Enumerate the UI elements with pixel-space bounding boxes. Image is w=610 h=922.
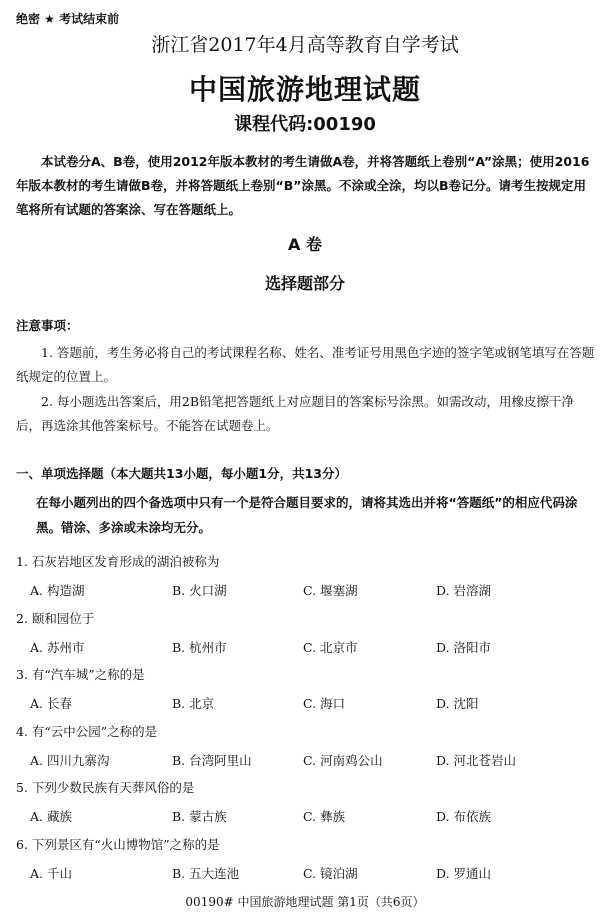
exam-title: 浙江省2017年4月高等教育自学考试 (151, 34, 459, 56)
option-a: A. 千山 (30, 866, 72, 881)
option-c: C. 河南鸡公山 (303, 753, 383, 768)
question-stem: 2. 颐和园位于 (16, 611, 95, 626)
part-title: 选择题部分 (264, 274, 345, 293)
volume-label: A 卷 (288, 235, 322, 254)
option-c: C. 彝族 (303, 809, 346, 824)
confidential-label: 绝密 ★ 考试结束前 (16, 12, 120, 26)
option-b: B. 蒙古族 (172, 809, 227, 824)
option-a: A. 长春 (30, 696, 72, 711)
question-stem: 6. 下列景区有“火山博物馆”之称的是 (16, 837, 220, 852)
option-b: B. 五大连池 (172, 866, 240, 881)
note-item: 1. 答题前，考生务必将自己的考试课程名称、姓名、准考证号用黑色字迹的签字笔或钢笔填写在答题纸规定的位置上。 (16, 345, 595, 384)
option-c: C. 堰塞湖 (303, 583, 358, 598)
question-stem: 1. 石灰岩地区发育形成的湖泊被称为 (16, 554, 220, 569)
option-b: B. 杭州市 (172, 640, 227, 655)
question-stem: 3. 有“汽车城”之称的是 (16, 667, 145, 682)
option-b: B. 北京 (172, 696, 215, 711)
option-d: D. 罗通山 (436, 866, 492, 881)
subject-title: 中国旅游地理试题 (188, 73, 421, 106)
section-heading: 一、单项选择题（本大题共13小题，每小题1分，共13分） (16, 466, 347, 481)
paper-instructions: 本试卷分A、B卷，使用2012年版本教材的考生请做A卷，并将答题纸上卷别“A”涂黑；使用2016年版本教材的考生请做B卷，并将答题纸上卷别“B”涂黑。不涂或全涂，均以B卷记分。请考生按规定用笔将所有试题的答案涂、写在答题纸上。 (16, 154, 590, 217)
option-b: B. 火口湖 (172, 583, 227, 598)
option-a: A. 四川九寨沟 (30, 753, 110, 768)
section-description: 在每小题列出的四个备选项中只有一个是符合题目要求的，请将其选出并将“答题纸”的相应代码涂黑。错涂、多涂或未涂均无分。 (36, 495, 578, 535)
option-d: D. 河北苍岩山 (436, 753, 517, 768)
option-a: A. 苏州市 (30, 640, 85, 655)
option-a: A. 构造湖 (30, 583, 85, 598)
option-c: C. 海口 (303, 696, 346, 711)
option-d: D. 布依族 (436, 809, 492, 824)
option-c: C. 北京市 (303, 640, 358, 655)
note-item: 2. 每小题选出答案后，用2B铅笔把答题纸上对应题目的答案标号涂黑。如需改动，用橡皮擦干净后，再选涂其他答案标号。不能答在试题卷上。 (16, 394, 575, 433)
option-d: D. 沈阳 (436, 696, 479, 711)
option-d: D. 洛阳市 (436, 640, 492, 655)
option-a: A. 藏族 (30, 809, 72, 824)
page-footer: 00190# 中国旅游地理试题 第1页（共6页） (185, 895, 425, 909)
question-stem: 5. 下列少数民族有天葬风俗的是 (16, 780, 195, 795)
course-code: 课程代码:00190 (234, 114, 376, 135)
option-c: C. 镜泊湖 (303, 866, 358, 881)
option-b: B. 台湾阿里山 (172, 753, 252, 768)
option-d: D. 岩溶湖 (436, 583, 492, 598)
notes-heading: 注意事项： (16, 318, 79, 333)
question-stem: 4. 有“云中公园”之称的是 (16, 724, 158, 739)
